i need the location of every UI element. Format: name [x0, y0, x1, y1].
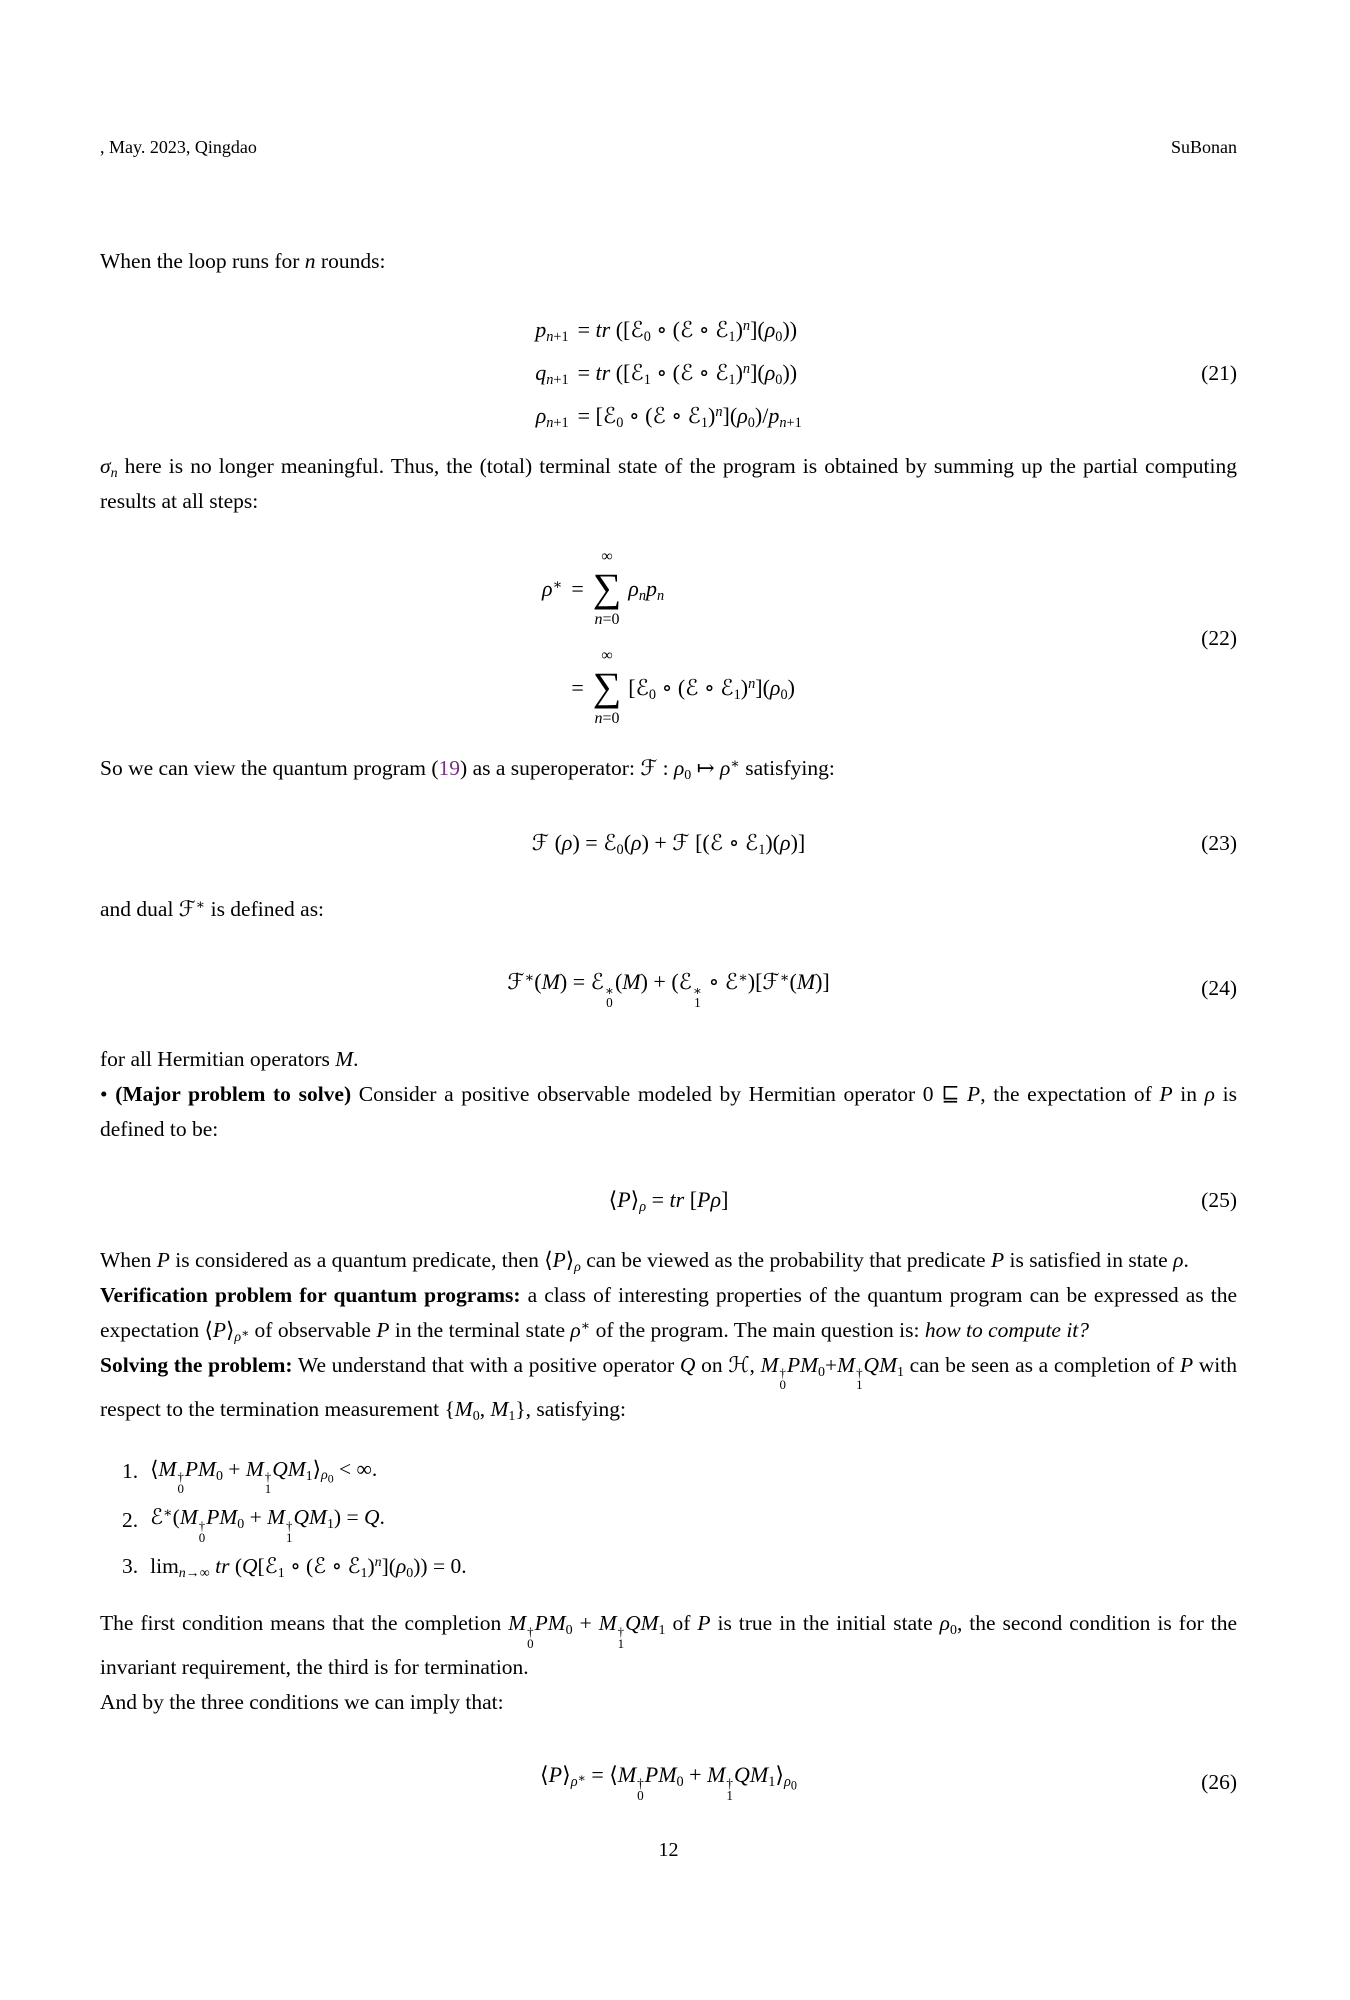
- list-item: [122, 1495, 1237, 1544]
- list-item: [122, 1447, 1237, 1496]
- page-number: 12: [658, 1838, 679, 1861]
- equation-24: [100, 967, 1237, 1010]
- math-expression: $⟨P⟩_{\rho^∗}$ = ⟨M † 0 $PM_0 + M$ † 1 $QM_1⟩_{\rho_0}$: [540, 1762, 797, 1804]
- paragraph-loop-rounds: When the loop runs for n rounds:: [100, 249, 386, 273]
- sigma-glyph: ∑: [592, 565, 622, 610]
- math-expression: ℱ∗(M) = ℰ ∗ 0 (M) + (ℰ ∗ 1 ∘ ℰ∗)[ℱ∗(M)]: [507, 969, 830, 1011]
- equation-number: (26): [1201, 1769, 1237, 1794]
- math-rhs: = [ℰ$_0$ ∘ (ℰ ∘ $ℰ_1)^n](\rho_0)/p_{n+1}$: [577, 403, 802, 431]
- equation-22: [100, 549, 1237, 727]
- eq-19-link[interactable]: 19: [438, 756, 461, 780]
- equation-number: (25): [1201, 1187, 1237, 1212]
- paragraph-verification-problem: Verification problem for quantum programs: a class of interesting properties of the quantum program can be expressed as the expectation $⟨P⟩_{\rho^∗}$ of observable P in the terminal state ρ∗ of the program. The main question is: how to compute it?: [100, 1282, 1237, 1345]
- paragraph-major-problem: • (Major problem to solve) Consider a positive observable modeled by Hermitian operator 0 ⊑ P, the expectation of P in ρ is defined to be:: [100, 1081, 1237, 1141]
- sum-upper-limit: ∞: [601, 647, 613, 664]
- summation-symbol: [593, 648, 622, 727]
- sum-lower-limit: n=0: [594, 611, 620, 628]
- header-conference-info: , May. 2023, Qingdao: [100, 137, 257, 157]
- equation-22-aligned-block: [542, 549, 795, 727]
- equation-21-aligned-block: [535, 315, 801, 431]
- sum-upper-limit: ∞: [601, 548, 613, 565]
- paragraph-imply: And by the three conditions we can imply that:: [100, 1690, 504, 1715]
- math-lhs: ρ∗: [542, 575, 563, 601]
- math-rhs: = tr ([ℰ$_1$ ∘ (ℰ ∘ $ℰ_1)^n](\rho_0)$): [577, 360, 798, 388]
- math-rhs: = tr ([ℰ$_0$ ∘ (ℰ ∘ $ℰ_1)^n](\rho_0)$): [577, 317, 798, 345]
- math-rhs: [ℰ$_0$ ∘ (ℰ ∘ $ℰ_1)^n](\rho_0)$: [628, 674, 795, 703]
- paragraph-hermitian-operators: for all Hermitian operators M.: [100, 1046, 359, 1071]
- equation-number: (23): [1201, 831, 1237, 855]
- list-item-number: 2.: [122, 1507, 139, 1532]
- list-item-math: ℰ∗(M † 0 $PM_0 + M$ † 1 $QM_1) = Q$.: [150, 1505, 385, 1546]
- equals-sign: =: [571, 575, 584, 601]
- list-item-number: 3.: [122, 1554, 139, 1579]
- equation-26: [100, 1760, 1237, 1803]
- equation-number: (21): [1201, 361, 1237, 385]
- paragraph-quantum-predicate: When P is considered as a quantum predicate, then $⟨P⟩_\rho$ can be viewed as the probability that predicate P is satisfied in state ρ.: [100, 1247, 1189, 1275]
- math-lhs: $q_{n+1}$: [535, 360, 569, 388]
- summation-symbol: [593, 549, 622, 628]
- equals-sign: =: [571, 674, 584, 700]
- math-expression: $⟨P⟩_\rho$ = tr [Pρ]: [608, 1186, 729, 1215]
- list-item: [122, 1544, 1237, 1588]
- equation-25: [100, 1185, 1237, 1215]
- paragraph-superoperator: So we can view the quantum program (19) as a superoperator: ℱ : $\rho_0$ ↦ ρ∗ satisfying:: [100, 756, 835, 783]
- math-lhs: $p_{n+1}$: [535, 317, 569, 345]
- page-header: [100, 135, 1237, 159]
- sum-lower-limit: n=0: [594, 710, 620, 727]
- paragraph-solving-problem: Solving the problem: We understand that with a positive operator Q on ℋ, M † 0 $PM_0+M$ † 1 $QM_1$ can be seen as a completion of P with respect to the termination measurement {$M_0$, $M_1$}, satisfying:: [100, 1352, 1237, 1424]
- paragraph-conditions-meaning: The first condition means that the completion M † 0 $PM_0 + M$ † 1 $QM_1$ of P is true in the initial state $\rho_0$, the second condition is for the invariant requirement, the third is for termination.: [100, 1611, 1237, 1680]
- list-item-number: 1.: [122, 1458, 139, 1483]
- conditions-list: [100, 1447, 1237, 1589]
- sigma-glyph: ∑: [592, 664, 622, 709]
- equation-number: (24): [1201, 976, 1237, 1001]
- math-lhs: $\rho_{n+1}$: [535, 403, 569, 431]
- equation-number: (22): [1201, 626, 1237, 650]
- paragraph-sigma-meaning: $\sigma_n$ here is no longer meaningful. Thus, the (total) terminal state of the program is obtained by summing up the partial computing results at all steps:: [100, 454, 1237, 513]
- equation-21: [100, 315, 1237, 431]
- page-footer: [100, 1839, 1237, 1862]
- header-author: SuBonan: [1170, 137, 1237, 157]
- list-item-math: $\lim_{n\to\infty}$ tr (Q[ℰ$_1$ ∘ (ℰ ∘ $ℰ_1)^n](\rho_0)) = 0$.: [150, 1554, 467, 1582]
- math-rhs: $\rho_np_n$: [628, 575, 665, 604]
- paragraph-dual-defined: and dual ℱ∗ is defined as:: [100, 897, 325, 921]
- list-item-math: ⟨M † 0 $PM_0 + M$ † 1 $QM_1⟩_{\rho_0}$ < ∞.: [150, 1456, 378, 1497]
- math-expression: ℱ (ρ) = ℰ$_0$(ρ) + ℱ [(ℰ ∘ ℰ$_1$)(ρ)]: [531, 830, 806, 858]
- equation-23: [100, 828, 1237, 858]
